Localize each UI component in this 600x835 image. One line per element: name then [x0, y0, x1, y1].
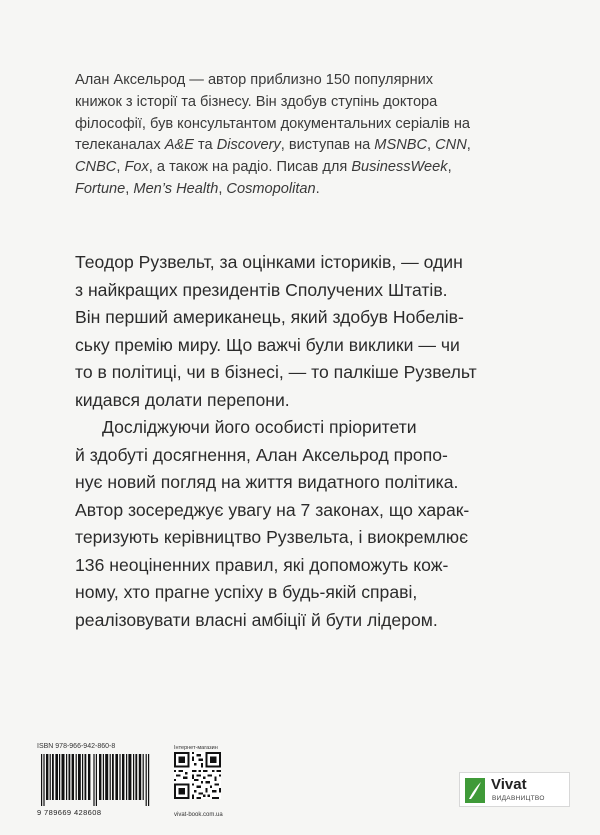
- bio-text: Алан Аксельрод — автор приблизно 150 популярних: [75, 72, 434, 88]
- bio-text: філософії, був консультантом документальних серіалів на: [75, 115, 471, 132]
- bio-line: [75, 92, 555, 114]
- bio-text: ,: [116, 159, 125, 176]
- bio-text: телеканалах: [75, 137, 165, 154]
- magazine-name: Fortune: [75, 180, 126, 197]
- synopsis-line: ному, хто прагне успіху в будь-якій справі,: [75, 582, 418, 602]
- bio-text: , а також на радіо. Писав для: [148, 159, 352, 176]
- isbn-label: ISBN 978-966-942-860-8: [37, 743, 116, 750]
- synopsis-line: Досліджуючи його особисті пріоритети: [102, 417, 417, 437]
- bio-text: .: [315, 180, 320, 197]
- channel-name: CNBC: [75, 159, 117, 176]
- shop-url: vivat-book.com.ua: [174, 812, 223, 818]
- bio-line: [75, 70, 555, 92]
- channel-name: CNN: [435, 137, 467, 154]
- bio-line: [75, 179, 555, 201]
- synopsis-line: реалізовувати власні амбіції й бути лідером.: [75, 609, 438, 630]
- publisher-logo: [459, 772, 570, 807]
- bio-text: та: [193, 137, 217, 154]
- bio-text: книжок з історії та бізнесу. Він здобув ступінь доктора: [75, 93, 438, 110]
- channel-name: Discovery: [216, 137, 281, 154]
- magazine-name: Cosmopolitan: [226, 180, 316, 197]
- bio-text: ,: [218, 180, 227, 197]
- quill-icon: [465, 778, 485, 803]
- synopsis-line: й здобуті досягнення, Алан Аксельрод пропо-: [75, 444, 448, 465]
- bio-text: , виступав на: [280, 137, 375, 154]
- bio-text: ,: [447, 159, 452, 176]
- feather-icon: [465, 778, 485, 803]
- barcode-icon: [37, 754, 155, 806]
- barcode-digits: 9 789669 428608: [37, 808, 102, 817]
- synopsis-line: з найкращих президентів Сполучених Штатів.: [75, 279, 448, 300]
- channel-name: Fox: [124, 159, 149, 176]
- magazine-name: BusinessWeek: [351, 159, 448, 176]
- synopsis-line: то в політиці, чи в бізнесі, — то палкіше Рузвельт: [75, 362, 477, 382]
- bio-text: ,: [125, 180, 134, 197]
- shop-label: Інтернет-магазин: [174, 745, 218, 751]
- author-bio: [75, 70, 555, 201]
- synopsis-line: нує новий погляд на життя видатного політика.: [75, 472, 459, 492]
- book-synopsis: [75, 249, 555, 634]
- synopsis-line: 136 неоціненних правил, які допоможуть кож-: [75, 554, 449, 575]
- publisher-name: Vivat: [491, 776, 527, 793]
- bio-text: ,: [466, 137, 471, 154]
- synopsis-line: Автор зосереджує увагу на 7 законах, що харак-: [75, 499, 470, 520]
- publisher-subtitle: ВИДАВНИЦТВО: [492, 795, 545, 802]
- bio-line: [75, 157, 555, 179]
- synopsis-line: Він перший американець, який здобув Нобелів-: [75, 307, 464, 327]
- synopsis-line: ську премію миру. Що важчі були виклики — чи: [75, 334, 460, 355]
- qr-code-icon: [174, 752, 221, 799]
- magazine-name: Men’s Health: [133, 180, 219, 197]
- channel-name: MSNBC: [374, 137, 427, 154]
- channel-name: A&E: [164, 137, 194, 154]
- bio-line: [75, 114, 555, 136]
- bio-line: [75, 135, 555, 157]
- bio-text: ,: [427, 137, 436, 154]
- synopsis-line: Теодор Рузвельт, за оцінками істориків, — один: [75, 252, 463, 272]
- synopsis-line: кидався долати перепони.: [75, 389, 290, 410]
- synopsis-line: теризують керівництво Рузвельта, і виокремлює: [75, 527, 469, 547]
